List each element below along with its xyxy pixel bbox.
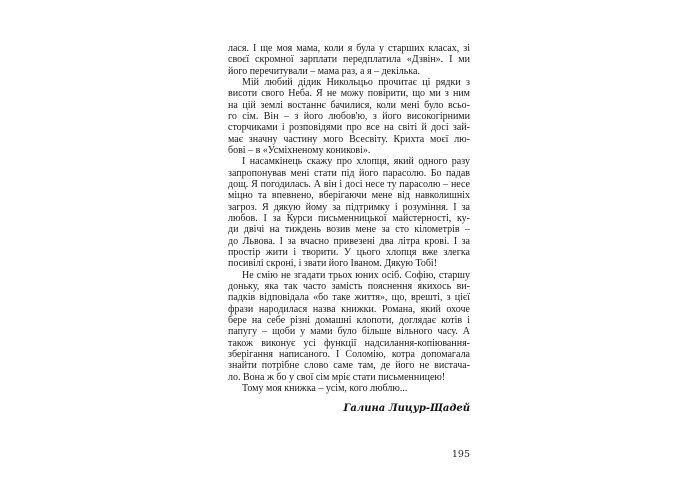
text-line: падків відповідала «бо таке життя», що, врешті, з цієї — [228, 292, 470, 304]
text-line: його перечитували – мама раз, а я – декілька. — [228, 65, 420, 77]
text-line: запропонував мені стати під його парасолю. Бо падав — [228, 167, 470, 179]
page-number: 195 — [451, 449, 470, 460]
text-line: своєї скромної зарплати передплатила «Дзвін». І ми — [228, 54, 470, 66]
text-line: дощ. Я погодилась. А він і досі несе ту парасолю – несе — [228, 178, 470, 190]
text-line: знайти потрібне слово саме там, де його не вистача- — [228, 360, 470, 372]
text-line: фрази народилася назва книжки. Романа, який охоче — [228, 303, 470, 315]
text-line: міцно та впевнено, вберігаючи мене від навколишніх — [228, 190, 470, 202]
text-line: лася. І ще моя мама, коли я була у старших класах, зі — [228, 43, 470, 54]
text-block — [228, 43, 470, 415]
text-line: І насамкінець скажу про хлопця, який одного разу — [242, 156, 470, 168]
text-line: має значну частину мого Всесвіту. Крихта моєї лю- — [228, 133, 470, 145]
text-line: папугу – щоби у мами було більше вільного часу. А — [228, 326, 470, 338]
text-line: висоти свого Неба. Я не можу повірити, що ми з ним — [228, 88, 470, 100]
text-line: посивілі скроні, і звати його Іваном. Дякую Тобі! — [228, 258, 438, 270]
text-line: Тому моя книжка – усім, кого люблю... — [242, 382, 408, 394]
text-line: сторчиками і розповідями про все на світі й досі зай- — [228, 122, 470, 134]
text-line: на цій землі востаннє бачилися, коли мені було всьо- — [228, 99, 470, 111]
text-line: бере на себе різні домашні клопоти, доглядає котів і — [228, 314, 470, 326]
text-line: Не смію не згадати трьох юних осіб. Софію, старшу — [242, 269, 470, 281]
text-line: простір жити і творити. У цього хлопця вже злегка — [228, 246, 470, 258]
text-line: ло. Вона ж бо у свої сім мріє стати письменницею! — [228, 371, 446, 383]
text-line: бові – в «Усміхненому коникові». — [228, 144, 371, 156]
text-line: зберігання написаного. І Соломію, котра допомагала — [228, 348, 470, 360]
text-line: го сім. Він – з його любов'ю, з його високогірними — [228, 110, 470, 122]
author-signature: Галина Лицур-Щадей — [343, 403, 470, 415]
text-line: також виконує усі функції надсилання-копіювання- — [228, 337, 470, 349]
text-line: до Львова. І за вчасно привезені два літра крові. І за — [228, 235, 470, 247]
text-line: Мій любий дідик Никольцьо прочитає ці рядки з — [242, 76, 470, 88]
text-line: загроз. Я дякую йому за підтримку і розуміння. І за — [228, 201, 470, 213]
document-body — [228, 43, 470, 394]
text-line: доньку, яка так часто замість пояснення якихось ви- — [228, 280, 470, 292]
text-line: любов. І за Курси письменницької майстерності, ку- — [228, 212, 470, 224]
text-line: ди двічі на тиждень возив мене за сто кілометрів – — [228, 224, 470, 236]
